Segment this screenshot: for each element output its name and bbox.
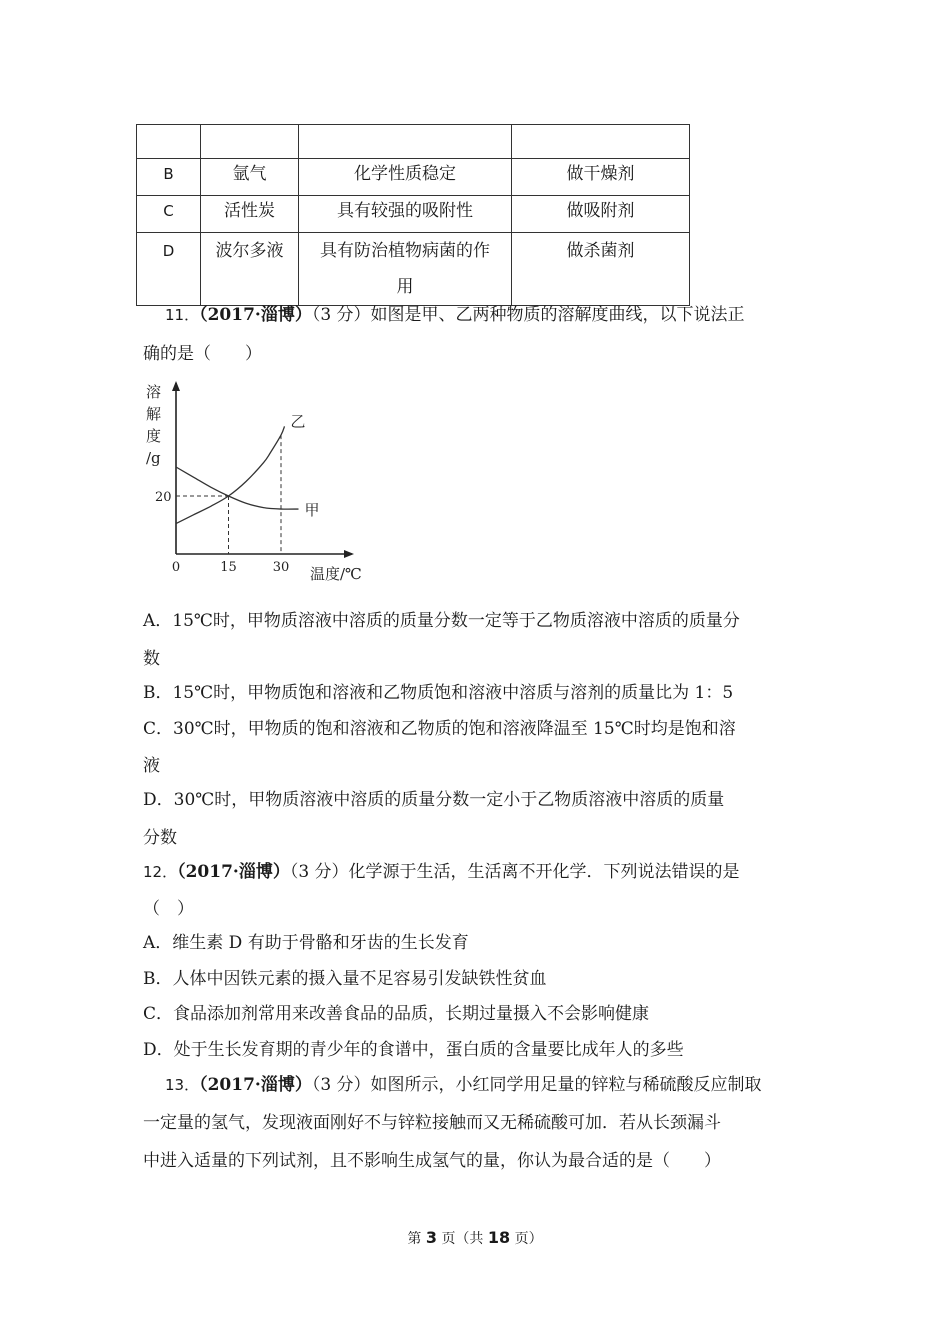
question-source: （2017·淄博） xyxy=(199,305,312,325)
y-axis-label: 解 xyxy=(146,405,162,423)
x-axis-arrow xyxy=(344,550,354,558)
y-tick-label: 20 xyxy=(155,490,172,505)
series-line-jia xyxy=(176,467,299,509)
table-cell: 具有较强的吸附性 xyxy=(299,196,512,233)
question-text: （3 分）如图所示，小红同学用足量的锌粒与稀硫酸反应制取 xyxy=(311,1075,762,1095)
table-cell xyxy=(512,125,690,159)
cell-text-line: 用 xyxy=(396,277,414,297)
footer-text: 第 xyxy=(407,1231,422,1247)
table-cell: 活性炭 xyxy=(201,196,299,233)
question-text: （3 分）化学源于生活，生活离不开化学．下列说法错误的是 xyxy=(289,862,740,882)
table-cell xyxy=(299,233,512,306)
chart-guides xyxy=(176,435,281,554)
table-row xyxy=(137,233,690,306)
table-cell xyxy=(137,125,201,159)
q12-stem xyxy=(143,857,740,882)
table-cell xyxy=(201,125,299,159)
q11-option-b: B．15℃时，甲物质饱和溶液和乙物质饱和溶液中溶质与溶剂的质量比为 1：5 xyxy=(143,683,734,703)
q11-option-c: C．30℃时，甲物质的饱和溶液和乙物质的饱和溶液降温至 15℃时均是饱和溶 xyxy=(143,719,736,739)
table-cell: 氩气 xyxy=(201,159,299,196)
table-cell: B xyxy=(137,159,201,196)
chart-labels xyxy=(146,383,362,583)
table-row xyxy=(137,196,690,233)
footer-text: 页（共 xyxy=(441,1231,484,1247)
q12-option-d: D．处于生长发育期的青少年的食谱中，蛋白质的含量要比成年人的多些 xyxy=(143,1040,684,1060)
table-row xyxy=(137,159,690,196)
footer-text: 页） xyxy=(514,1231,543,1247)
options-table xyxy=(136,124,690,306)
table-cell: D xyxy=(137,233,201,306)
q11-option-a: A．15℃时，甲物质溶液中溶质的质量分数一定等于乙物质溶液中溶质的质量分 xyxy=(143,611,740,631)
table-cell: 做杀菌剂 xyxy=(512,233,690,306)
y-axis-label: 度 xyxy=(146,427,162,445)
y-axis-arrow xyxy=(172,381,180,391)
q12-option-b: B．人体中因铁元素的摄入量不足容易引发缺铁性贫血 xyxy=(143,969,547,989)
q13-stem xyxy=(165,1070,762,1095)
q12-option-a: A．维生素 D 有助于骨骼和牙齿的生长发育 xyxy=(143,933,469,953)
question-number: 11． xyxy=(165,306,200,324)
q11-option-a-cont: 数 xyxy=(143,649,160,669)
y-axis-label: /g xyxy=(146,449,161,467)
q12-stem-cont: （ ） xyxy=(143,899,194,919)
q11-stem-cont: 确的是（ ） xyxy=(143,344,262,364)
page-number: 3 xyxy=(425,1228,437,1247)
question-text: （3 分）如图是甲、乙两种物质的溶解度曲线，以下说法正 xyxy=(311,305,745,325)
series-line-yi xyxy=(176,426,285,523)
question-number: 12． xyxy=(143,863,178,881)
q13-stem-cont: 中进入适量的下列试剂，且不影响生成氢气的量，你认为最合适的是（ ） xyxy=(143,1151,721,1171)
x-tick-label: 0 xyxy=(171,560,181,575)
question-number: 13． xyxy=(165,1076,200,1094)
q11-option-d: D．30℃时，甲物质溶液中溶质的质量分数一定小于乙物质溶液中溶质的质量 xyxy=(143,790,725,810)
table-cell: 化学性质稳定 xyxy=(299,159,512,196)
q13-stem-cont: 一定量的氢气，发现液面刚好不与锌粒接触而又无稀硫酸可加．若从长颈漏斗 xyxy=(143,1113,721,1133)
page-total: 18 xyxy=(487,1228,511,1247)
x-tick-label: 30 xyxy=(272,560,290,575)
series-label: 甲 xyxy=(304,501,320,520)
solubility-chart xyxy=(140,375,380,585)
question-source: （2017·淄博） xyxy=(177,862,290,882)
q11-option-d-cont: 分数 xyxy=(143,828,177,848)
table-row xyxy=(137,125,690,159)
table-cell: C xyxy=(137,196,201,233)
series-label: 乙 xyxy=(290,412,306,431)
y-axis-label: 溶 xyxy=(146,383,162,401)
table-cell: 做干燥剂 xyxy=(512,159,690,196)
question-source: （2017·淄博） xyxy=(199,1075,312,1095)
x-tick-label: 15 xyxy=(220,560,237,575)
cell-text-line: 具有防治植物病菌的作 xyxy=(320,241,490,261)
table-cell: 波尔多液 xyxy=(201,233,299,306)
table-cell: 做吸附剂 xyxy=(512,196,690,233)
chart-axes xyxy=(172,381,354,558)
page-footer xyxy=(0,1228,950,1248)
q12-option-c: C．食品添加剂常用来改善食品的品质，长期过量摄入不会影响健康 xyxy=(143,1004,650,1024)
q11-stem xyxy=(165,300,745,325)
table-cell xyxy=(299,125,512,159)
x-axis-label: 温度/℃ xyxy=(310,565,362,583)
chart-curves xyxy=(176,426,299,523)
q11-option-c-cont: 液 xyxy=(143,756,160,776)
